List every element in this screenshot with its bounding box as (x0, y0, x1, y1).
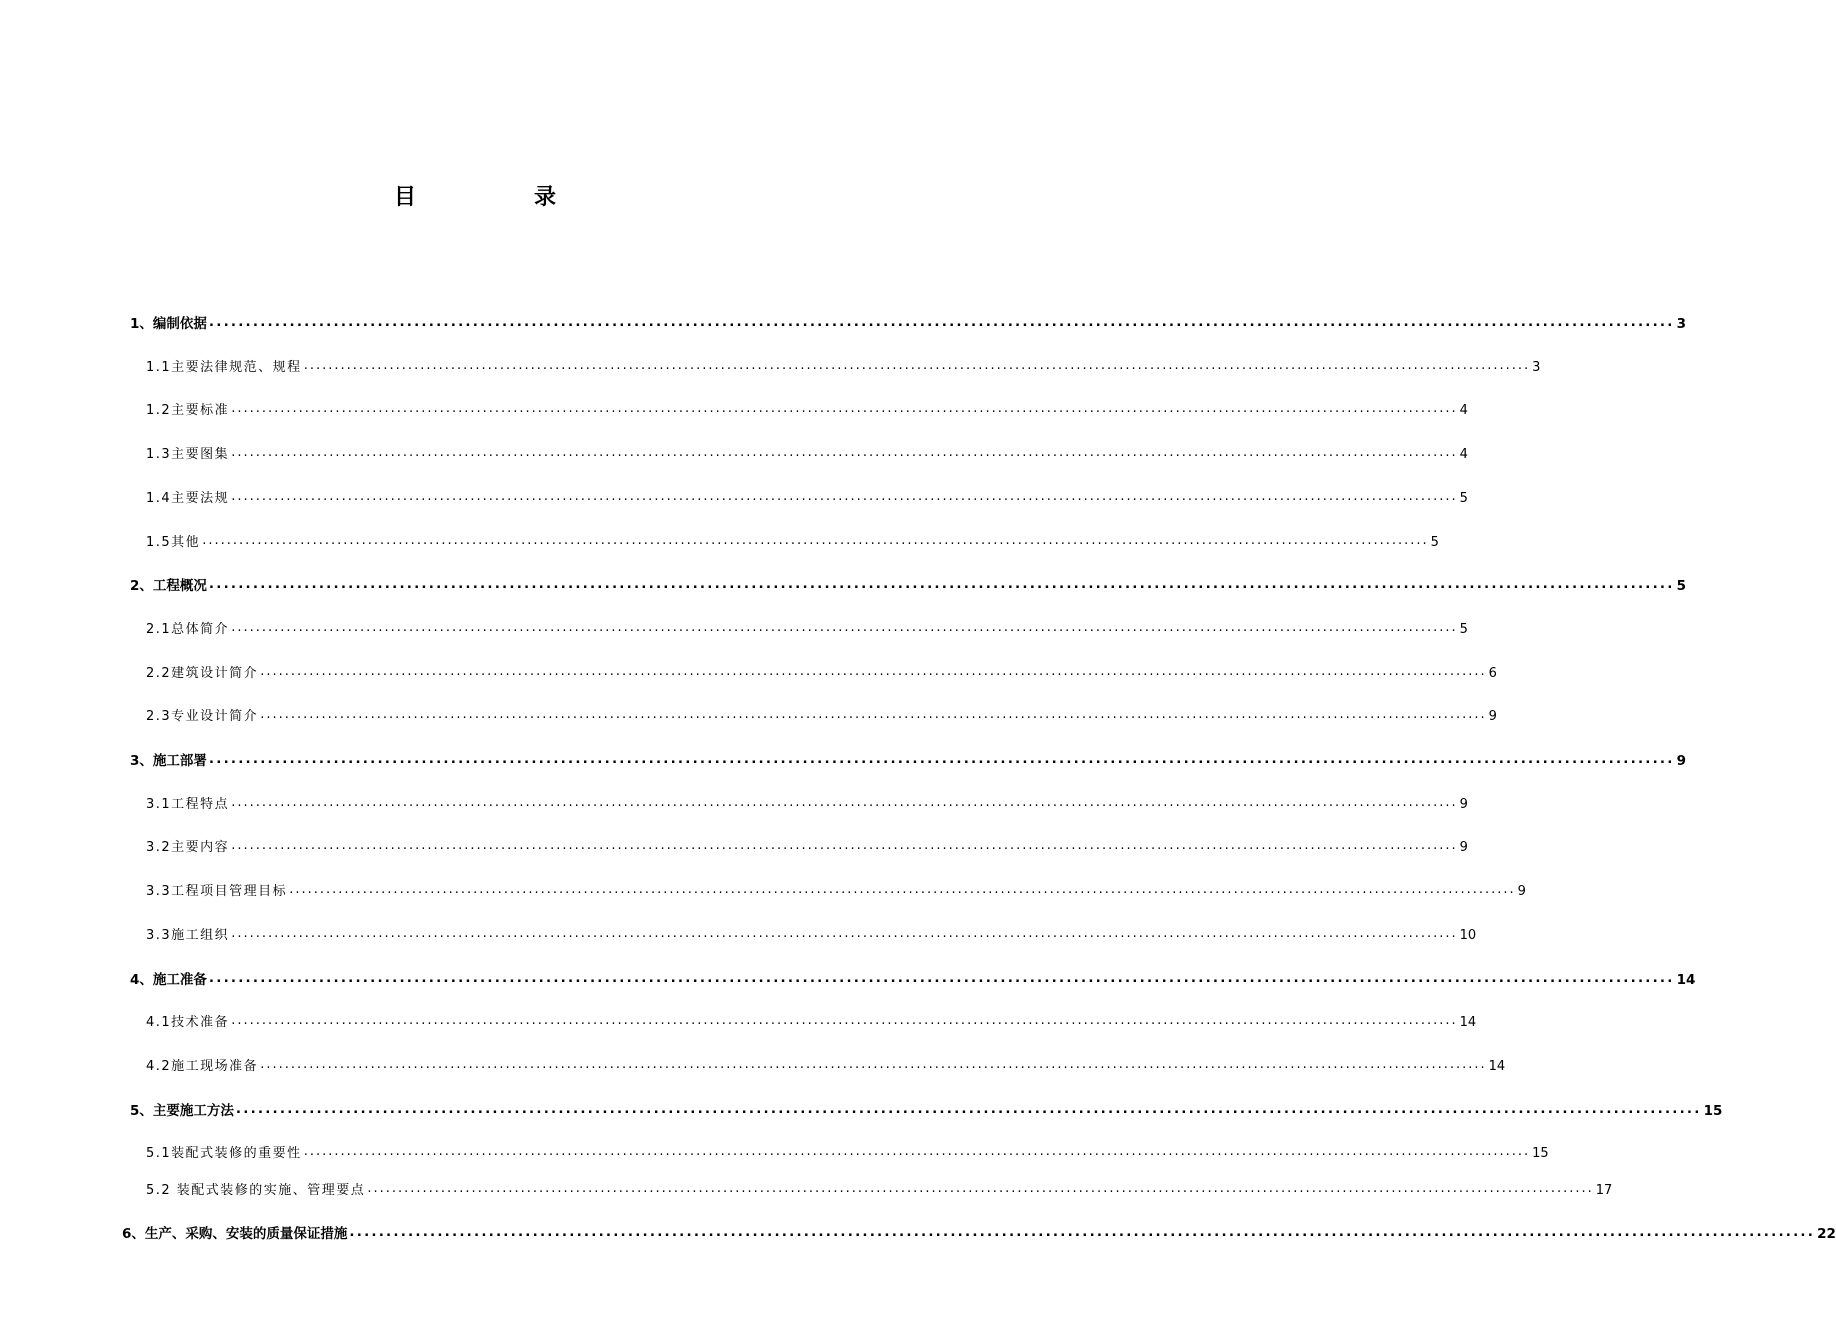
toc-dot-leader: ........................................................................................................................................................................................................ (202, 532, 1429, 548)
toc-dot-leader: ........................................................................................................................................................................................................ (231, 488, 1458, 504)
toc-entry-title: 2.3专业设计简介 (146, 709, 259, 725)
toc-entry-title: 6、生产、采购、安装的质量保证措施 (122, 1226, 348, 1242)
toc-entry-title: 1.5其他 (146, 534, 201, 550)
toc-entry-title: 3.3工程项目管理目标 (146, 884, 288, 900)
toc-page-number: 3 (1676, 316, 1686, 332)
toc-dot-leader: ........................................................................................................................................................................................................ (260, 1056, 1487, 1072)
toc-entry-title: 5、主要施工方法 (130, 1102, 234, 1119)
toc-dot-leader: ........................................................................................................................................................................................................ (231, 838, 1458, 854)
toc-entry-title: 4.2施工现场准备 (146, 1058, 259, 1074)
toc-dot-leader: ........................................................................................................................................................................................................ (349, 1224, 1816, 1240)
toc-page-number: 5 (1459, 621, 1468, 637)
toc-entry-title: 3.1工程特点 (146, 796, 230, 812)
toc-chapter-entry[interactable] (122, 1223, 1836, 1245)
toc-section-entry[interactable] (146, 1180, 1613, 1202)
toc-section-entry[interactable] (146, 663, 1497, 685)
toc-page-number: 4 (1459, 447, 1468, 463)
toc-page-number: 9 (1517, 884, 1526, 900)
toc-page-number: 15 (1703, 1102, 1723, 1119)
toc-dot-leader: ........................................................................................................................................................................................................ (260, 707, 1487, 723)
toc-entry-title: 1、编制依据 (130, 316, 207, 332)
toc-page-number: 4 (1459, 403, 1468, 419)
toc-entry-title: 5.2 装配式装修的实施、管理要点 (146, 1183, 366, 1198)
toc-section-entry[interactable] (146, 444, 1468, 466)
toc-dot-leader: ........................................................................................................................................................................................................ (208, 751, 1675, 767)
toc-dot-leader: ........................................................................................................................................................................................................ (260, 663, 1487, 679)
toc-entry-title: 1.1主要法律规范、规程 (146, 359, 302, 375)
toc-chapter-entry[interactable] (130, 969, 1696, 991)
toc-dot-leader: ........................................................................................................................................................................................................ (303, 357, 1531, 373)
toc-page-number: 14 (1459, 1015, 1477, 1031)
page-title: 目 录 (393, 184, 604, 210)
toc-chapter-entry[interactable] (130, 575, 1686, 597)
toc-entry-title: 3.2主要内容 (146, 840, 230, 856)
toc-page-number: 17 (1595, 1183, 1613, 1198)
toc-page-number: 6 (1488, 665, 1497, 681)
toc-section-entry[interactable] (146, 837, 1468, 859)
toc-entry-title: 2.1总体简介 (146, 621, 230, 637)
toc-dot-leader: ........................................................................................................................................................................................................ (235, 1100, 1702, 1117)
toc-entry-title: 5.1装配式装修的重要性 (146, 1146, 302, 1162)
toc-section-entry[interactable] (146, 1012, 1477, 1034)
toc-page-number: 9 (1459, 796, 1468, 812)
toc-page-number: 9 (1459, 840, 1468, 856)
toc-page-number: 5 (1459, 490, 1468, 506)
toc-section-entry[interactable] (146, 1056, 1506, 1078)
toc-dot-leader: ........................................................................................................................................................................................................ (208, 314, 1675, 330)
toc-section-entry[interactable] (146, 488, 1468, 510)
toc-section-entry[interactable] (146, 619, 1468, 641)
toc-dot-leader: ........................................................................................................................................................................................................ (231, 925, 1458, 941)
toc-chapter-entry[interactable] (130, 1100, 1723, 1122)
toc-entry-title: 1.2主要标准 (146, 403, 230, 419)
toc-dot-leader: ........................................................................................................................................................................................................ (231, 445, 1458, 461)
toc-section-entry[interactable] (146, 794, 1468, 816)
toc-page-number: 15 (1532, 1146, 1549, 1162)
toc-section-entry[interactable] (146, 881, 1526, 903)
toc-page-number: 10 (1459, 927, 1477, 943)
toc-page-number: 14 (1676, 971, 1696, 988)
toc-page-number: 5 (1676, 578, 1686, 595)
toc-page-number: 14 (1488, 1058, 1506, 1074)
toc-dot-leader: ........................................................................................................................................................................................................ (231, 619, 1458, 635)
toc-entry-title: 4.1技术准备 (146, 1015, 230, 1031)
toc-section-entry[interactable] (146, 925, 1477, 947)
toc-section-entry[interactable] (146, 400, 1468, 422)
toc-dot-leader: ........................................................................................................................................................................................................ (231, 794, 1458, 810)
toc-entry-title: 2、工程概况 (130, 578, 207, 595)
toc-entry-title: 3.3施工组织 (146, 927, 230, 943)
toc-entry-title: 4、施工准备 (130, 971, 207, 988)
toc-page-number: 9 (1488, 709, 1497, 725)
toc-page-number: 9 (1676, 753, 1686, 769)
toc-section-entry[interactable] (146, 532, 1439, 554)
toc-dot-leader: ........................................................................................................................................................................................................ (208, 576, 1675, 593)
toc-chapter-entry[interactable] (130, 313, 1686, 335)
toc-page-number: 3 (1532, 359, 1541, 375)
toc-entry-title: 3、施工部署 (130, 753, 207, 769)
toc-dot-leader: ........................................................................................................................................................................................................ (231, 1013, 1458, 1029)
toc-entry-title: 1.4主要法规 (146, 490, 230, 506)
toc-section-entry[interactable] (146, 706, 1497, 728)
toc-entry-title: 2.2建筑设计简介 (146, 665, 259, 681)
toc-section-entry[interactable] (146, 1143, 1549, 1165)
toc-page-number: 22 (1817, 1226, 1836, 1242)
toc-dot-leader: ........................................................................................................................................................................................................ (208, 969, 1675, 986)
toc-dot-leader: ........................................................................................................................................................................................................ (367, 1181, 1594, 1196)
toc-section-entry[interactable] (146, 357, 1541, 379)
toc-dot-leader: ........................................................................................................................................................................................................ (303, 1144, 1531, 1160)
toc-dot-leader: ........................................................................................................................................................................................................ (289, 882, 1516, 898)
toc-dot-leader: ........................................................................................................................................................................................................ (231, 401, 1458, 417)
toc-page-number: 5 (1430, 534, 1439, 550)
toc-entry-title: 1.3主要图集 (146, 447, 230, 463)
toc-chapter-entry[interactable] (130, 750, 1686, 772)
